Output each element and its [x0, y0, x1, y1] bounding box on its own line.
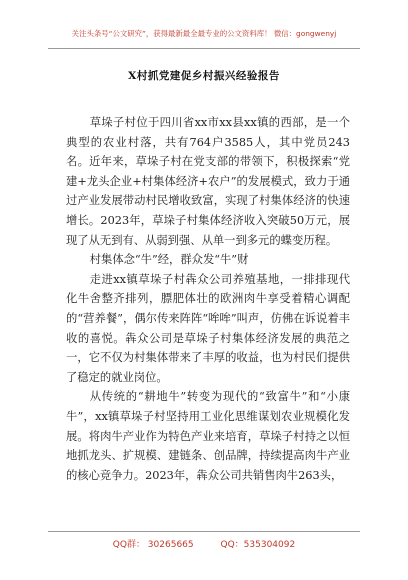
qq-number: QQ：535304092 — [220, 540, 296, 550]
paragraph: 草垛子村位于四川省xx市xx县xx镇的西部，是一个典型的农业村落，共有764户3585人，其中党员243名。近年来，草垛子村在党支部的带领下，积极探索“党建+龙头企业+村集体经济+农户”的发展模式，致力于通过产业发展带动村民增收致富，实现了村集体经济的快速增长。2023年，草垛子村集体经济收入突破50万元，展现了从无到有、从弱到强、从单一到多元的蝶变历程。 — [66, 116, 350, 247]
header-banner: 关注头条号“公文研究”，获得最新最全最专业的公文资料库！ 微信：gongwenyj — [71, 29, 337, 38]
section-heading: 村集体念“牛”经，群众发“牛”财 — [89, 253, 249, 267]
footer-contact — [0, 537, 408, 550]
paragraph: 走进xx镇草垛子村犇众公司养殖基地，一排排现代化牛舍整齐排列，膘肥体壮的欧洲肉牛享受着精心调配的“营养餐”，偶尔传来阵阵“哞哞”叫声，仿佛在诉说着丰收的喜悦。犇众公司是草垛子村集体经济发展的典范之一，它不仅为村集体带来了丰厚的收益，也为村民们提供了稳定的就业岗位。 — [66, 272, 350, 384]
document-title: X村抓党建促乡村振兴经验报告 — [128, 70, 280, 82]
header-divider — [48, 48, 360, 49]
paragraph: 从传统的“耕地牛”转变为现代的“致富牛”和“小康牛”，xx镇草垛子村坚持用工业化思维谋划农业规模化发展。将肉牛产业作为特色产业来培育，草垛子村持之以恒地抓龙头、扩规模、建链条、创品牌，持续提高肉牛产业的核心竞争力。2023年，犇众公司共销售肉牛263头， — [66, 390, 350, 482]
qq-group: QQ群： 30265665 — [112, 540, 194, 550]
footer-divider — [48, 531, 360, 532]
document-body — [66, 113, 350, 485]
